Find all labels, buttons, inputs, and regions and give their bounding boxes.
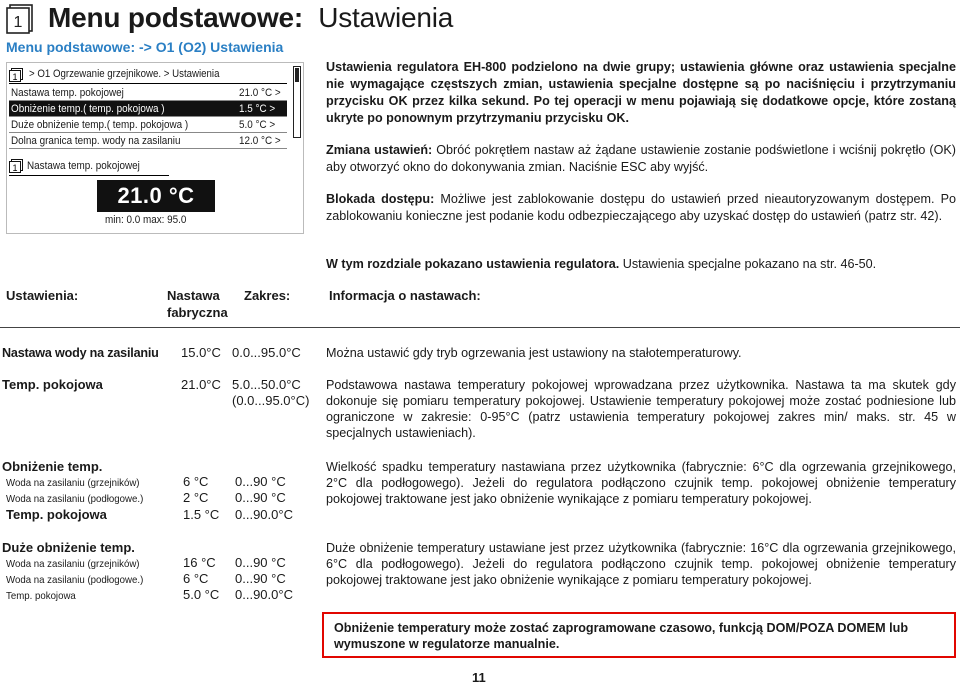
factory-value: 2 °C [183,490,209,505]
menu-item-big-reduction[interactable] [9,117,287,133]
menu-level-icon [9,159,23,173]
column-header-range: Zakres: [244,288,291,303]
menu-item-temp-reduction[interactable] [9,101,287,117]
menu-item-room-temp[interactable] [9,85,287,101]
divider [9,175,169,176]
page-icon-number: 1 [13,14,23,31]
breadcrumb-subtitle: Menu podstawowe: -> O1 (O2) Ustawienia [6,39,284,55]
column-header-info: Informacja o nastawach: [329,288,481,303]
access-lock-text: Możliwe jest zablokowanie dostępu do ustawień przed nieautoryzowanym dostępem. Po zablokowaniu konieczne jest podanie kodu odbezpieczającego aby uzyskać dostęp do ustawień (patrz str. 42). [326,192,956,223]
setpoint-range: min: 0.0 max: 95.0 [105,214,187,226]
range-value: 0.0...95.0°C [232,345,301,360]
menu-item-label: Duże obniżenie temp.( temp. pokojowa ) [11,119,189,131]
menu-level-number: 1 [12,72,18,82]
factory-value: 6 °C [183,571,209,586]
page-title-sub: Ustawienia [318,2,454,33]
factory-value: 6 °C [183,474,209,489]
menu-level-number: 1 [12,163,18,173]
screen-breadcrumb-text: > O1 Ogrzewanie grzejnikowe. > Ustawienia [29,68,220,80]
divider [9,83,287,84]
setting-name: Nastawa wody na zasilaniu [2,346,159,360]
column-header-settings: Ustawienia: [6,288,79,303]
range-value: 0...90 °C [235,571,286,586]
menu-item-value: 21.0 °C > [239,87,281,99]
setting-name: Duże obniżenie temp. [2,540,135,555]
range-value: 0...90.0°C [235,507,293,522]
chapter-note-bold: W tym rozdziale pokazano ustawienia regulatora. [326,257,620,271]
change-settings-paragraph [326,142,956,176]
chapter-note-text: Ustawienia specjalne pokazano na str. 46-50. [619,257,877,271]
screen-scrollbar[interactable] [293,66,301,138]
sub-setting-name: Woda na zasilaniu (podłogowe.) [6,493,144,505]
sub-setting-name: Woda na zasilaniu (podłogowe.) [6,574,144,586]
setpoint-value[interactable]: 21.0 °C [97,180,215,212]
menu-item-label: Nastawa temp. pokojowej [11,87,124,99]
setting-info: Można ustawić gdy tryb ogrzewania jest ustawiony na stałotemperaturowy. [326,346,742,360]
scrollbar-thumb[interactable] [295,68,299,82]
menu-item-min-supply[interactable] [9,133,287,149]
page-title [48,2,453,34]
factory-value: 16 °C [183,555,216,570]
sub-setting-name: Woda na zasilaniu (grzejników) [6,477,140,489]
menu-item-label: Dolna granica temp. wody na zasilaniu [11,135,181,147]
sub-setting-name: Woda na zasilaniu (grzejników) [6,558,140,570]
setting-name: Temp. pokojowa [2,377,103,392]
access-lock-label: Blokada dostępu: [326,192,435,206]
screen-detail-header [7,158,287,174]
sub-setting-name: Temp. pokojowa [6,590,76,602]
menu-level-icon [9,68,23,82]
menu-item-value: 5.0 °C > [239,119,276,131]
factory-value: 21.0°C [181,377,221,392]
range-value: 5.0...50.0°C [232,377,301,392]
sub-setting-name: Temp. pokojowa [6,507,107,522]
page-number-icon [6,4,34,34]
device-screen [6,62,304,234]
chapter-note [326,256,956,273]
screen-breadcrumb [7,67,287,83]
menu-item-value: 12.0 °C > [239,135,281,147]
column-header-factory: Nastawa fabryczna [167,288,228,320]
page-title-main: Menu podstawowe: [48,2,304,33]
range-value: 0...90 °C [235,555,286,570]
screen-detail-title: Nastawa temp. pokojowej [27,160,140,172]
range-value: 0...90 °C [235,490,286,505]
note-box: Obniżenie temperatury może zostać zaprogramowane czasowo, funkcją DOM/POZA DOMEM lub wymuszone w regulatorze manualnie. [322,612,956,658]
range-value: 0...90 °C [235,474,286,489]
range-value-alt: (0.0...95.0°C) [232,393,310,408]
factory-value: 15.0°C [181,345,221,360]
setting-info: Wielkość spadku temperatury nastawiana przez użytkownika (fabrycznie: 6°C dla ogrzewania grzejnikowego, 2°C dla podłogowego). Jeżeli do regulatora podłączono czujnik temp. pokojowej obniżenie temperatury pokojowej traktowane jest jako obniżenie wynikające z pomiaru temperatury pokojowej. [326,460,956,506]
intro-paragraph: Ustawienia regulatora EH-800 podzielono na dwie grupy; ustawienia główne oraz ustawienia specjalne nie wymagające częstszych zmian, ustawienia specjalne dostępne są po naciśnięciu i przytrzymaniu przycisku OK przez kilka sekund. Po tej operacji w menu pojawiają się dodatkowe opcje, które zostaną ukryte po ponownym przytrzymaniu przycisku OK. [326,60,956,125]
screen-menu-list [9,85,287,149]
factory-value: 1.5 °C [183,507,220,522]
setting-name: Obniżenie temp. [2,459,103,474]
menu-item-label: Obniżenie temp.( temp. pokojowa ) [11,103,165,115]
setting-info: Duże obniżenie temperatury ustawiane jest przez użytkownika (fabrycznie: 16°C dla ogrzewania grzejnikowego, 6°C dla podłogowego). Jeżeli do regulatora podłączono czujnik temp. pokojowej obniżenie temperatury pokojowej traktowane jest jako obniżenie wynikające z pomiaru temperatury pokojowej. [326,541,956,587]
page-number: 11 [472,670,486,684]
header-rule [0,327,960,328]
setting-info: Podstawowa nastawa temperatury pokojowej wprowadzana przez użytkownika. Nastawa ta ma skutek gdy dokonuje się pomiaru temperatury pokojowej. Ustawienie temperatury pokojowej może zostać podniesione lub ograniczone w zakresie: 0-95°C (patrz ustawienia temperatury pokojowej zakres min/ maks. str. 45 w specjalnych ustawieniach). [326,378,956,440]
access-lock-paragraph [326,191,956,225]
factory-value: 5.0 °C [183,587,220,602]
change-settings-label: Zmiana ustawień: [326,143,433,157]
change-settings-text: Obróć pokrętłem nastaw aż żądane ustawienie zostanie podświetlone i wciśnij pokrętło (OK) aby otworzyć okno do dokonywania zmian. Naciśnie ESC aby wyjść. [326,143,957,174]
range-value: 0...90.0°C [235,587,293,602]
menu-item-value: 1.5 °C > [239,103,276,115]
